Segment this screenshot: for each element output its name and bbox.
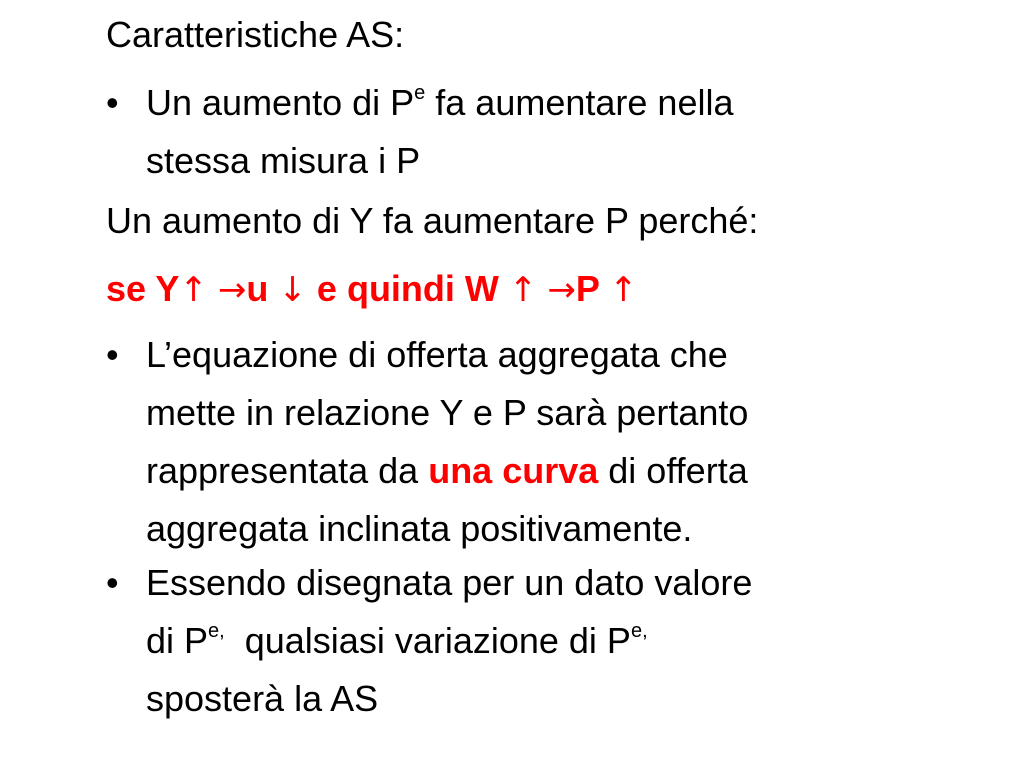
plain-line-text: Un aumento di Y fa aumentare P perché: — [106, 200, 759, 241]
bullet-1-row-1-pre: Un aumento di P — [146, 82, 415, 123]
arrow-up-icon: ↑ — [508, 270, 538, 310]
red-line-part-3: e quindi W — [306, 268, 509, 309]
bullet-3-row-2-pre: di P — [146, 620, 209, 661]
bullet-3-superscript-2: e, — [630, 620, 648, 642]
bullet-3-row-1: Essendo disegnata per un dato valore — [146, 562, 753, 603]
bullet-marker: • — [106, 82, 119, 123]
bullet-2-row-3-pre: rappresentata da — [146, 450, 429, 491]
bullet-2-row-1: L’equazione di offerta aggregata che — [146, 334, 728, 375]
bullet-2-row-3 — [146, 442, 976, 500]
red-line-part-4: P — [575, 268, 610, 309]
arrow-down-icon: ↓ — [278, 270, 307, 310]
bullet-1-row-2: stessa misura i P — [146, 140, 421, 181]
bullet-1-row-1-post: fa aumentare nella — [425, 82, 734, 123]
arrow-up-icon: ↑ — [179, 270, 208, 310]
bullet-3-row-3: sposterà la AS — [146, 678, 379, 719]
red-line-part-2: u — [246, 268, 279, 309]
arrow-right-icon: → — [547, 270, 576, 310]
red-line-part-1: se Y — [106, 268, 180, 309]
bullet-3-text — [146, 554, 976, 728]
bullet-2-row-2: mette in relazione Y e P sarà pertanto — [146, 392, 749, 433]
highlighted-phrase: una curva — [428, 450, 599, 491]
bullet-2-row-4: aggregata inclinata positivamente. — [146, 508, 693, 549]
bullet-1-row-1 — [146, 74, 976, 132]
heading-text: Caratteristiche AS: — [106, 14, 405, 55]
bullet-2-text — [146, 326, 976, 558]
red-highlight-line — [106, 260, 638, 319]
slide-heading — [106, 6, 404, 64]
bullet-1-text — [146, 74, 976, 190]
bullet-2-row-3-post: di offerta — [598, 450, 748, 491]
arrow-right-icon: → — [217, 270, 247, 310]
plain-line — [106, 192, 758, 250]
arrow-up-icon: ↑ — [609, 270, 638, 310]
bullet-marker: • — [106, 334, 119, 375]
bullet-3-superscript-1: e, — [208, 620, 225, 642]
bullet-3-row-2-mid: qualsiasi variazione di P — [224, 620, 631, 661]
bullet-marker: • — [106, 562, 119, 603]
bullet-1-superscript: e — [414, 82, 426, 104]
bullet-3-row-2 — [146, 612, 976, 670]
